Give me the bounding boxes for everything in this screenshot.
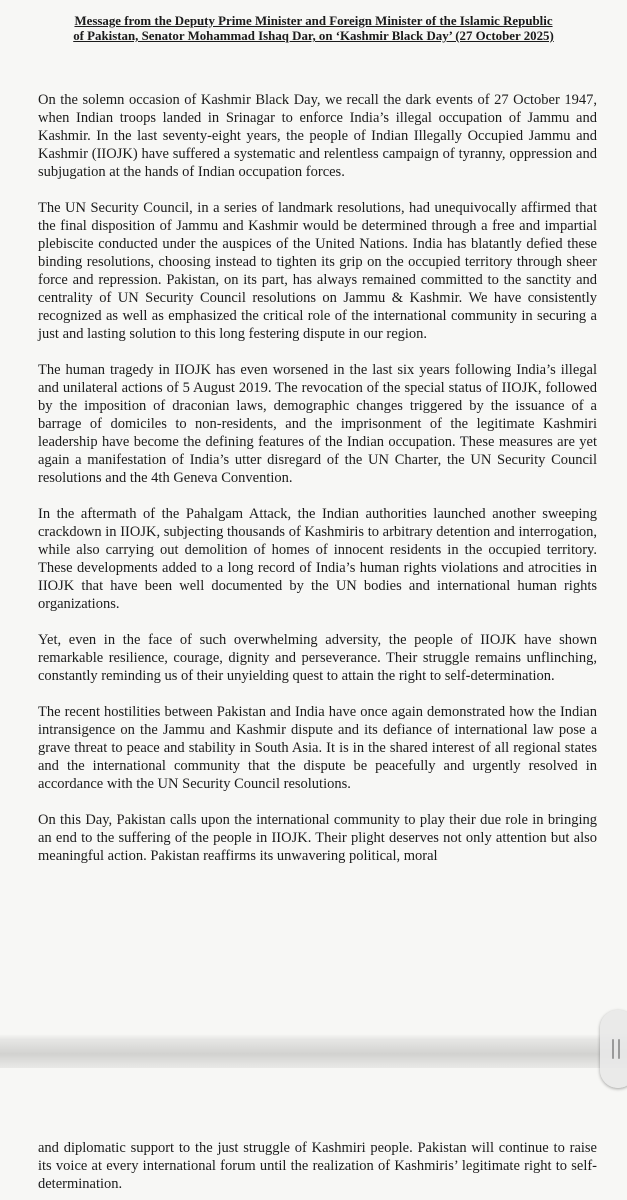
paragraph: The recent hostilities between Pakistan and India have once again demonstrated how the Indian intransigence on the Jammu and Kashmir dispute and its defiance of international law pose a grave threat to peace and stability in South Asia. It is in the shared interest of all regional states and the international community that the dispute be peacefully and urgently resolved in accordance with the UN Security Council resolutions. [38, 704, 597, 792]
scroll-handle[interactable] [600, 1010, 627, 1088]
paragraph: Yet, even in the face of such overwhelming adversity, the people of IIOJK have shown remarkable resilience, courage, dignity and perseverance. Their struggle remains unflinching, constantly reminding us of their unyielding quest to attain the right to self-determination. [38, 632, 597, 684]
continuation-paragraph: and diplomatic support to the just struggle of Kashmiri people. Pakistan will continue to raise its voice at every international forum until the realization of Kashmiris’ legitimate right to self-determination. [38, 1140, 597, 1192]
paragraph: The UN Security Council, in a series of landmark resolutions, had unequivocally affirmed that the final disposition of Jammu and Kashmir would be determined through a free and impartial plebiscite conducted under the auspices of the United Nations. India has blatantly defied these binding resolutions, choosing instead to tighten its grip on the occupied territory through sheer force and repression. Pakistan, on its part, has always remained committed to the sanctity and centrality of UN Security Council resolutions on Jammu & Kashmir. We have consistently recognized as well as emphasized the critical role of the international community in securing a just and lasting solution to this long festering dispute in our region. [38, 200, 597, 342]
grip-icon [612, 1039, 614, 1059]
message-body [38, 91, 597, 883]
paragraph: In the aftermath of the Pahalgam Attack, the Indian authorities launched another sweeping crackdown in IIOJK, subjecting thousands of Kashmiris to arbitrary detention and interrogation, while also carrying out demolition of homes of innocent residents in the occupied territory. These developments added to a long record of India’s human rights violations and atrocities in IIOJK that have been well documented by the UN bodies and international human rights organizations. [38, 506, 597, 612]
paragraph: On the solemn occasion of Kashmir Black Day, we recall the dark events of 27 October 1947, when Indian troops landed in Srinagar to enforce India’s illegal occupation of Jammu and Kashmir. In the last seventy-eight years, the people of Indian Illegally Occupied Jammu and Kashmir (IIOJK) have suffered a systematic and relentless campaign of tyranny, oppression and subjugation at the hands of Indian occupation forces. [38, 92, 597, 180]
document-title [14, 14, 613, 44]
paragraph: On this Day, Pakistan calls upon the international community to play their due role in bringing an end to the suffering of the people in IIOJK. Their plight deserves not only attention but also meaningful action. Pakistan reaffirms its unwavering political, moral [38, 812, 597, 864]
grip-icon [618, 1039, 620, 1059]
page-break-divider [0, 1040, 627, 1068]
title-line-1: Message from the Deputy Prime Minister and Foreign Minister of the Islamic Republic [74, 14, 553, 28]
paragraph: The human tragedy in IIOJK has even worsened in the last six years following India’s illegal and unilateral actions of 5 August 2019. The revocation of the special status of IIOJK, followed by the imposition of draconian laws, demographic changes triggered by the issuance of a barrage of domiciles to non-residents, and the imprisonment of the legitimate Kashmiri leadership have become the defining features of the Indian occupation. These measures are yet again a manifestation of India’s utter disregard of the UN Charter, the UN Security Council resolutions and the 4th Geneva Convention. [38, 362, 597, 486]
title-line-2: of Pakistan, Senator Mohammad Ishaq Dar, on ‘Kashmir Black Day’ (27 October 2025) [73, 29, 554, 43]
